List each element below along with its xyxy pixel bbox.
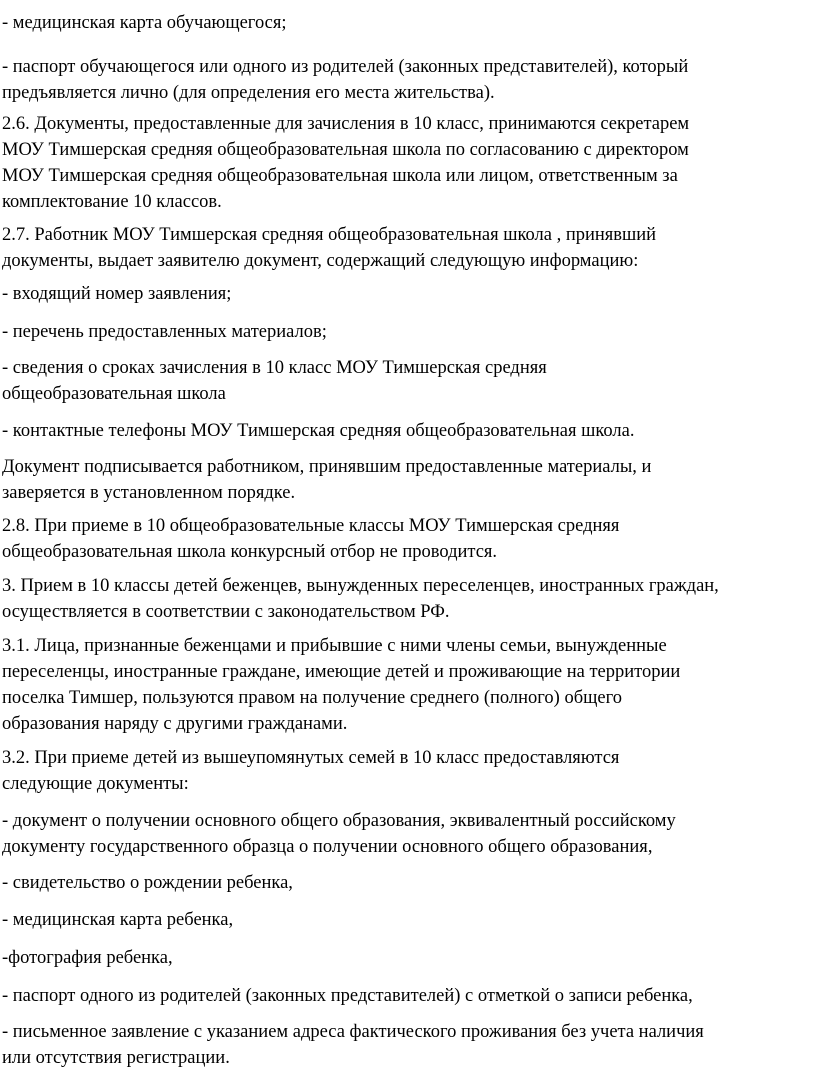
paragraph-6: - перечень предоставленных материалов;	[2, 322, 327, 342]
paragraph-18: - паспорт одного из родителей (законных представителей) с отметкой о записи ребенка,	[2, 986, 693, 1006]
paragraph-10: 2.8. При приеме в 10 общеобразовательные классы МОУ Тимшерская средняя общеобразовательная школа конкурсный отбор не проводится.	[2, 516, 620, 562]
paragraph-8: - контактные телефоны МОУ Тимшерская средняя общеобразовательная школа.	[2, 421, 635, 441]
paragraph-4: 2.7. Работник МОУ Тимшерская средняя общеобразовательная школа , принявший документы, выдает заявителю документ, содержащий следующую информацию:	[2, 225, 657, 271]
paragraph-5: - входящий номер заявления;	[2, 284, 232, 304]
paragraph-2: - паспорт обучающегося или одного из родителей (законных представителей), который предъявляется лично (для определения его места жительства).	[2, 57, 689, 103]
paragraph-11: 3. Прием в 10 классы детей беженцев, вынужденных переселенцев, иностранных граждан, осуществляется в соответствии с законодательством РФ.	[2, 576, 719, 622]
paragraph-7: - сведения о сроках зачисления в 10 класс МОУ Тимшерская средняя общеобразовательная школа	[2, 358, 547, 404]
paragraph-15: - свидетельство о рождении ребенка,	[2, 873, 293, 893]
paragraph-14: - документ о получении основного общего образования, эквивалентный российскому документу государственного образца о получении основного общего образования,	[2, 811, 676, 857]
paragraph-9: Документ подписывается работником, принявшим предоставленные материалы, и заверяется в установленном порядке.	[2, 457, 652, 503]
paragraph-12: 3.1. Лица, признанные беженцами и прибывшие с ними члены семьи, вынужденные переселенцы, иностранные граждане, имеющие детей и проживающие на территории поселка Тимшер, пользуются правом на получение среднего (полного) общего образования наряду с другими гражданами.	[2, 636, 681, 734]
paragraph-1: - медицинская карта обучающегося;	[2, 13, 287, 33]
paragraph-16: - медицинская карта ребенка,	[2, 910, 234, 930]
paragraph-19: - письменное заявление с указанием адреса фактического проживания без учета наличия или отсутствия регистрации.	[2, 1022, 704, 1068]
paragraph-3: 2.6. Документы, предоставленные для зачисления в 10 класс, принимаются секретарем МОУ Тимшерская средняя общеобразовательная школа по согласованию с директором МОУ Тимшерская средняя общеобразовательная школа или лицом, ответственным за комплектование 10 классов.	[2, 114, 690, 212]
paragraph-13: 3.2. При приеме детей из вышеупомянутых семей в 10 класс предоставляются следующие документы:	[2, 748, 620, 794]
paragraph-17: -фотография ребенка,	[2, 948, 173, 968]
